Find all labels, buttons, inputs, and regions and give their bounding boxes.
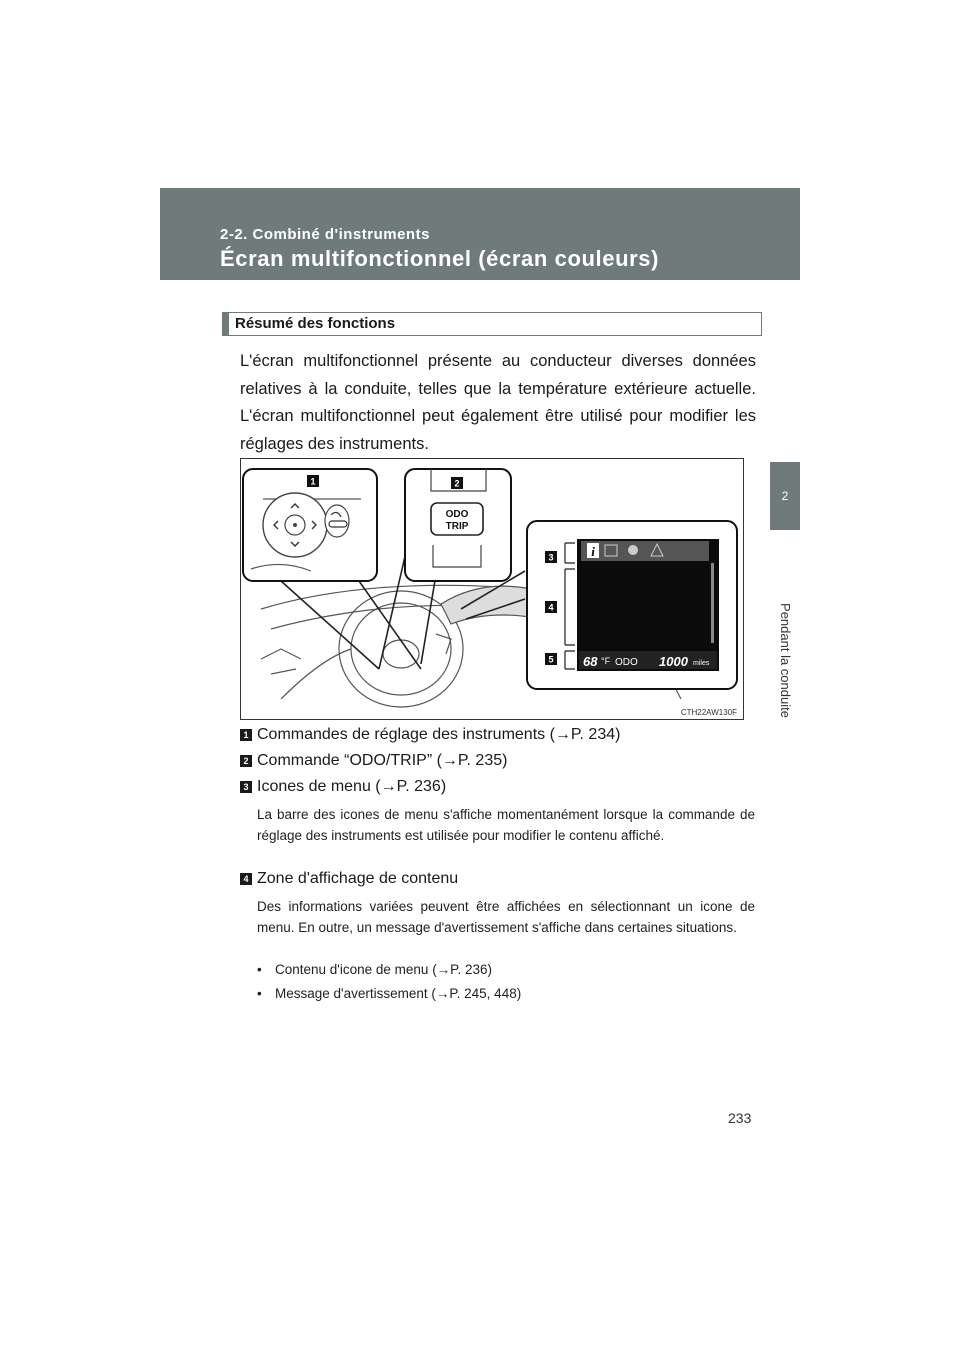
intro-paragraph: L'écran multifonctionnel présente au conducteur diverses données relatives à la conduite, telles que la température extérieure actuelle. L'écran multifonctionnel peut également être utilisé pour modifier les réglages des instruments.: [240, 352, 756, 453]
callout-number-2: 2: [454, 478, 460, 489]
legend-number: 4: [240, 873, 252, 885]
page-title: Écran multifonctionnel (écran couleurs): [220, 246, 660, 271]
odo-button-line1: ODO: [445, 509, 469, 520]
odo-button-line2: TRIP: [445, 521, 469, 532]
display-odo-value: 1000: [659, 654, 688, 669]
legend-description: Des informations variées peuvent être affichées en sélectionnant un icone de menu. En outre, un message d'avertissement s'affiche dans certaines situations.: [257, 899, 755, 935]
svg-text:i: i: [591, 544, 595, 559]
chapter-side-label-text: Pendant la conduite: [777, 602, 793, 718]
legend-number: 1: [240, 729, 252, 741]
page-number: 233: [728, 1110, 752, 1126]
legend-label: Commandes de réglage des instruments (→P. 234): [257, 726, 621, 743]
dashboard-illustration: [240, 458, 744, 720]
dashboard-drawing: [241, 459, 743, 719]
subheading: [222, 312, 762, 336]
bullet-item: • Contenu d'icone de menu (→P. 236): [257, 962, 492, 977]
legend-number: 3: [240, 781, 252, 793]
figure-code: CTH22AW130F: [680, 708, 737, 717]
subheading-text: Résumé des fonctions: [235, 315, 396, 332]
bullet-text: Message d'avertissement (→P. 245, 448): [275, 986, 522, 1001]
display-temp-unit: °F: [601, 656, 611, 666]
legend-number: 2: [240, 755, 252, 767]
callout-number-4: 4: [548, 602, 554, 613]
chapter-header: [160, 188, 800, 280]
subheading-bar: [223, 313, 229, 335]
legend-description: La barre des icones de menu s'affiche momentanément lorsque la commande de réglage des instruments est utilisée pour modifier le contenu affiché.: [257, 807, 755, 843]
legend-label: Commande “ODO/TRIP” (→P. 235): [257, 752, 508, 769]
bullet-item: • Message d'avertissement (→P. 245, 448): [257, 986, 522, 1001]
legend-label: Zone d'affichage de contenu: [257, 870, 459, 887]
chapter-side-label: [748, 580, 822, 740]
callout-number-5: 5: [548, 654, 554, 665]
chapter-tab: 2: [770, 462, 800, 530]
bullet-text: Contenu d'icone de menu (→P. 236): [275, 962, 492, 977]
callout-display-panel: [527, 521, 737, 689]
legend-label: Icones de menu (→P. 236): [257, 778, 447, 795]
callout-number-1: 1: [310, 476, 316, 487]
section-label: 2-2. Combiné d'instruments: [220, 226, 430, 243]
display-temp: 68: [583, 654, 598, 669]
callout-number-3: 3: [548, 552, 554, 563]
display-odo-unit: miles: [693, 660, 710, 667]
display-odo: ODO: [615, 657, 638, 668]
